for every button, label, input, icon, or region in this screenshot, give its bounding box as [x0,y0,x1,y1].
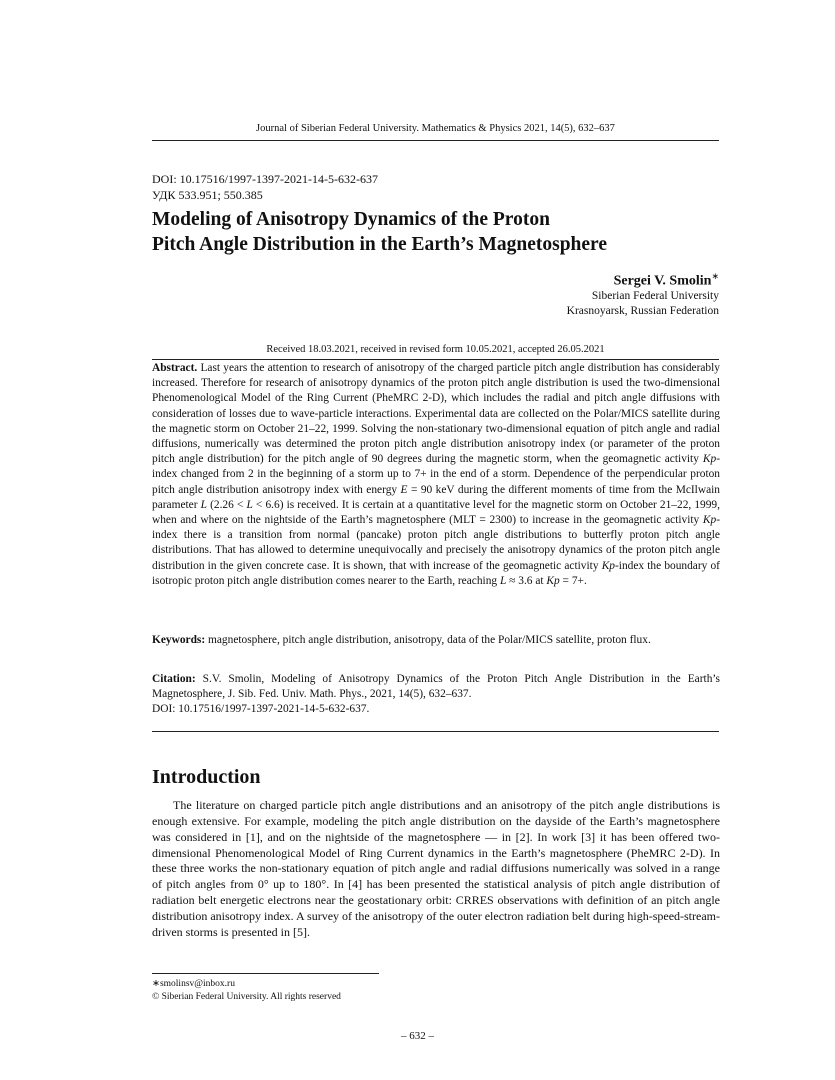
title-line-2: Pitch Angle Distribution in the Earth’s Magnetosphere [152,234,608,255]
title-line-1: Modeling of Anisotropy Dynamics of the Proton [152,209,550,230]
abstract-bottom-rule [152,731,719,732]
abstract-kp: Kp [702,514,717,527]
keywords [152,633,720,648]
citation-text: S.V. Smolin, Modeling of Anisotropy Dynamics of the Proton Pitch Angle Distribution in the Earth’s Magnetosphere, J. Sib. Fed. Univ. Math. Phys., 2021, 14(5), 632–637. [152,673,720,701]
doi: DOI: 10.17516/1997-1397-2021-14-5-632-637 [152,172,378,186]
citation-doi: DOI: 10.17516/1997-1397-2021-14-5-632-637. [152,703,370,716]
keywords-label: Keywords: [152,634,206,646]
abstract-text: = 7+. [559,574,587,587]
footnote-copyright: © Siberian Federal University. All rights reserved [152,992,341,1002]
abstract-label: Abstract. [152,362,198,374]
running-head: Journal of Siberian Federal University. Mathematics & Physics 2021, 14(5), 632–637 [256,123,615,134]
abstract-text: (2.26 < [206,498,247,511]
abstract-l-symbol: L [200,498,207,511]
author-footnote-marker: ∗ [711,271,719,281]
abstract-kp: Kp [546,574,560,587]
abstract-text: -index the boundary of isotropic proton pitch angle distribution comes nearer to the Earth, reaching [152,559,720,587]
author-location: Krasnoyarsk, Russian Federation [566,305,719,317]
citation-label: Citation: [152,673,196,685]
author-name-text: Sergei V. Smolin [613,273,712,289]
page-number: – 632 – [401,1030,434,1042]
abstract [152,361,720,589]
abstract-l-symbol: L [499,574,507,587]
udk: УДК 533.951; 550.385 [152,188,263,202]
section-heading-introduction: Introduction [152,766,261,788]
abstract-text: = 90 keV during the different moments of time from the McIlwain parameter [152,483,720,511]
abstract-kp: Kp [702,453,717,466]
abstract-top-rule [152,359,719,360]
abstract-text: -index there is a transition from normal (pancake) proton pitch angle distributions to butterfly proton pitch angle distributions. That has allowed to determine unequivocally and precisely the anisotropy dynamics of the proton pitch angle distribution in the given concrete case. It is shown, that with increase of the geomagnetic activity [152,514,720,572]
author-name [614,271,719,290]
header-rule [152,140,719,141]
abstract-text: -index changed from 2 in the beginning of a storm up to 7+ in the end of a storm. Dependence of the perpendicular proton pitch angle distribution anisotropy index with energy [152,453,720,496]
paper-title [152,207,732,257]
abstract-text: ≈ 3.6 at [506,574,547,587]
abstract-l-symbol: L [246,498,253,511]
abstract-kp: Kp [601,559,615,572]
footnote-email: ∗smolinsv@inbox.ru [152,979,235,989]
abstract-text: Last years the attention to research of anisotropy of the charged particle pitch angle distribution has considerably increased. Therefore for research of anisotropy dynamics of the proton pitch angle distribution is used the two-dimensional Phenomenological Model of the Ring Current (PheMRC 2-D), which includes the radial and pitch angle diffusions with consideration of losses due to wave-particle interactions. Experimental data are collected on the Polar/MICS satellite during the magnetic storm on October 21–22, 1999. Solving the non-stationary two-dimensional equation of pitch angle and radial diffusions, numerically was determined the proton pitch angle distribution anisotropy index (or parameter of the proton pitch angle distribution) for the pitch angle of 90 degrees during the magnetic storm, when the geomagnetic activity [152,362,720,466]
keywords-text: magnetosphere, pitch angle distribution, anisotropy, data of the Polar/MICS satellite, proton flux. [208,634,651,646]
received-dates: Received 18.03.2021, received in revised form 10.05.2021, accepted 26.05.2021 [266,344,605,355]
citation [152,672,720,718]
abstract-text: < 6.6) is received. It is certain at a quantitative level for the magnetic storm on October 21–22, 1999, when and where on the nightside of the Earth’s magnetosphere (MLT = 2300) to increase in the geomagnetic activity [152,498,720,527]
footnote-rule [152,973,379,974]
introduction-paragraph: The literature on charged particle pitch angle distributions and an anisotropy of the pitch angle distributions is enough extensive. For example, modeling the pitch angle distribution on the dayside of the Earth’s magnetosphere was considered in [1], and on the nightside of the magnetosphere — in [2]. In work [3] it has been offered two-dimensional Phenomenological Model of Ring Current dynamics in the Earth’s magnetosphere (PheMRC 2-D). In these three works the non-stationary equation of pitch angle and radial diffusions numerically was solved in a range of pitch angles from 0° up to 180°. In [4] has been presented the statistical analysis of pitch angle distribution of radiation belt energetic electrons near the geostationary orbit: CRRES observations with definition of an pitch angle distribution anisotropy index. A survey of the anisotropy of the outer electron radiation belt during high-speed-stream-driven storms is presented in [5]. [152,798,720,939]
author-affiliation: Siberian Federal University [591,290,719,302]
abstract-energy-symbol: E [400,483,408,496]
